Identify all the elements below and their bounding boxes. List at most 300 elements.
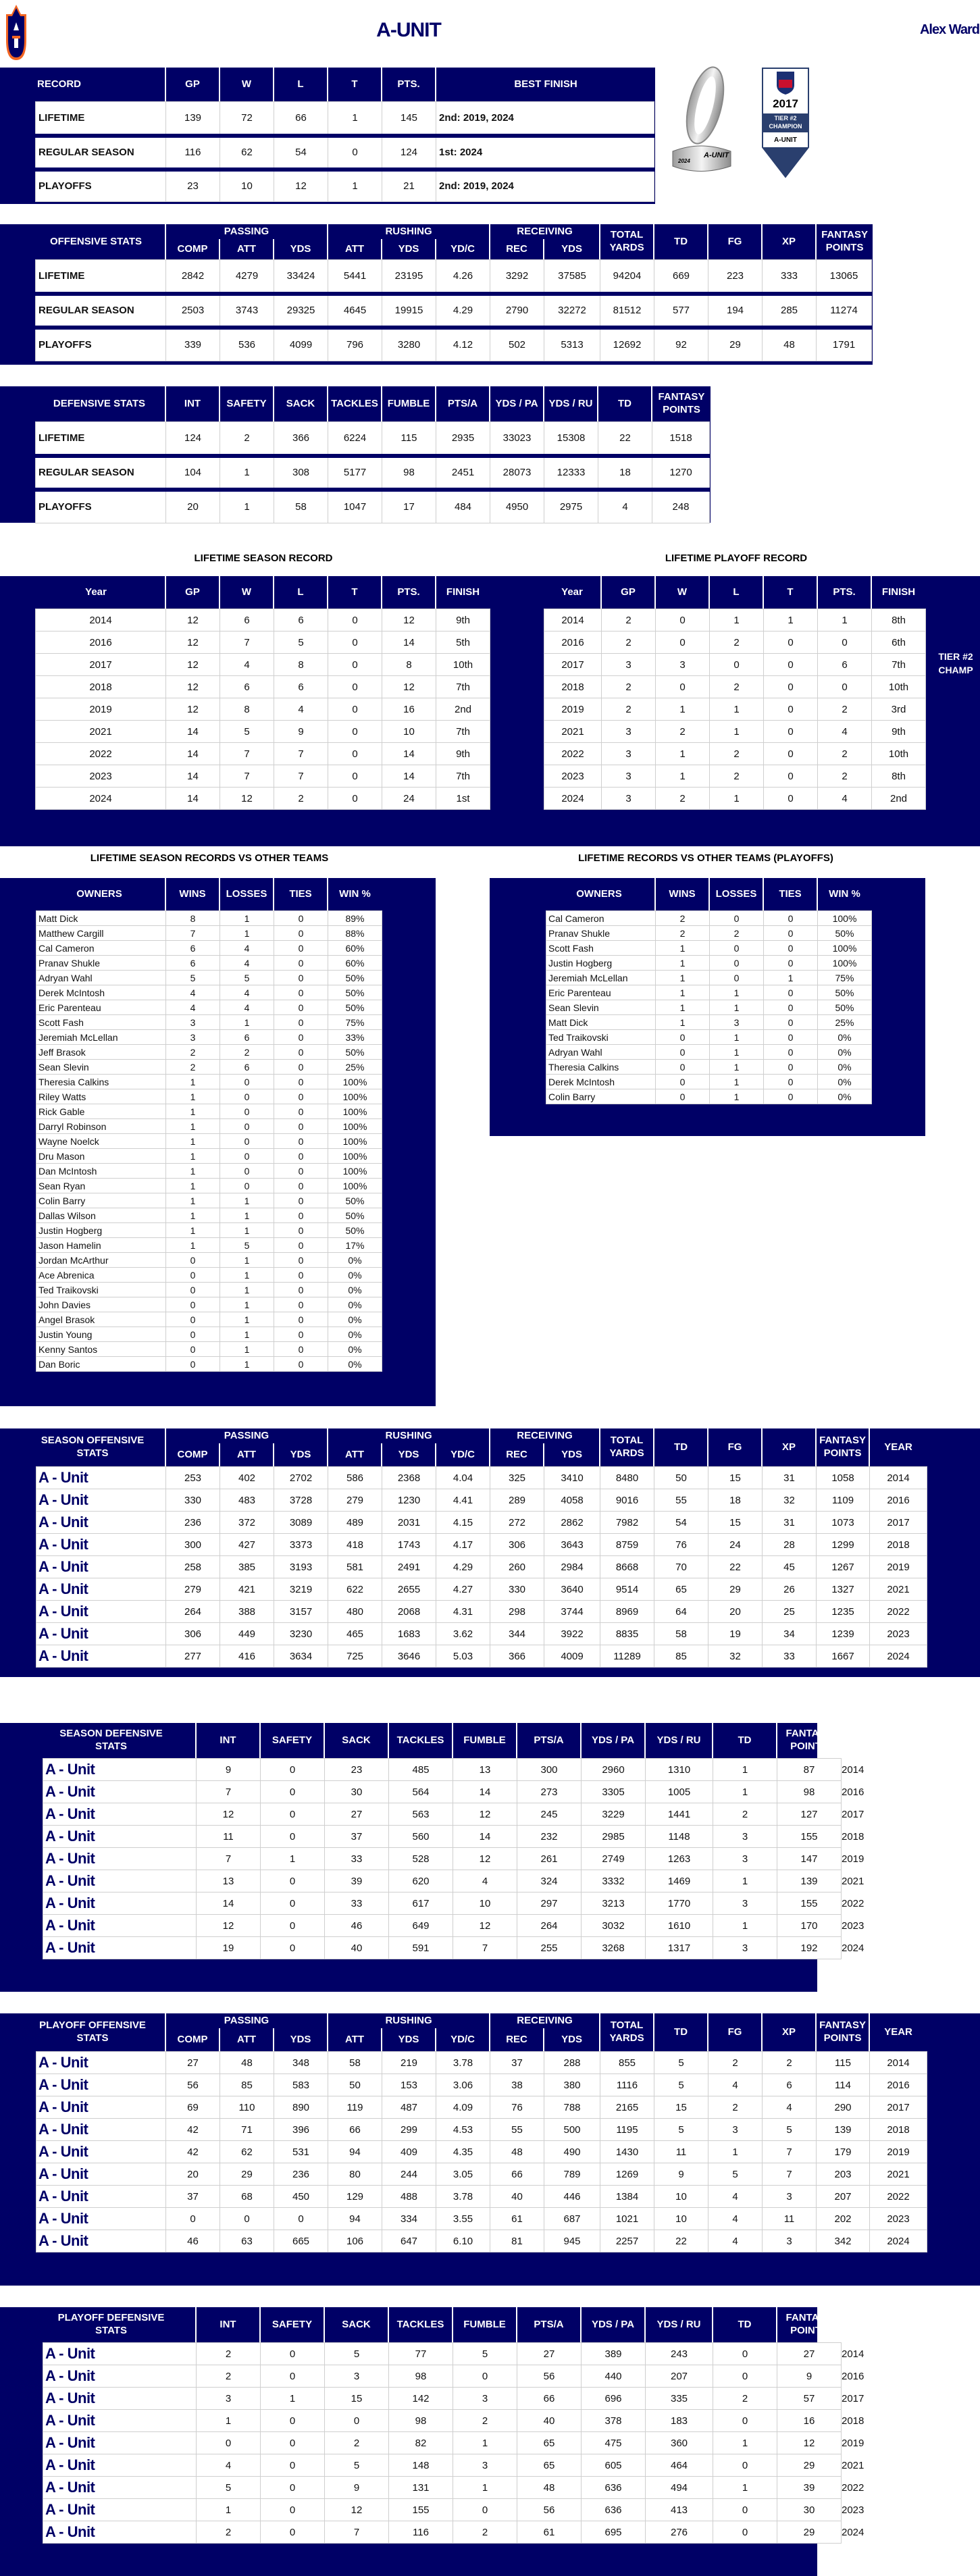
- row-label: A - Unit: [36, 2186, 166, 2208]
- row-label: PLAYOFFS: [36, 170, 166, 202]
- record-row-lifetime: [36, 102, 654, 136]
- stat-value: 0: [656, 1060, 710, 1075]
- stat-value: 2: [274, 788, 328, 810]
- column-header: W: [220, 576, 274, 609]
- stat-value: 2165: [600, 2096, 654, 2119]
- row-label: A - Unit: [36, 1534, 166, 1556]
- header-td: TD: [598, 386, 652, 421]
- stat-value: 8: [382, 654, 436, 676]
- stat-value: 0: [274, 971, 328, 985]
- defensive-stats-body: [35, 421, 710, 523]
- row-label: Scott Fash: [546, 941, 656, 956]
- stat-value: 4.41: [436, 1489, 490, 1512]
- record-header-t: T: [328, 68, 382, 101]
- stat-value: 3: [197, 2388, 261, 2410]
- stat-value: 2: [197, 2521, 261, 2544]
- header-fantasy-points: FANTASY POINTS: [777, 2307, 841, 2342]
- header-pass-yds: YDS: [274, 2028, 328, 2051]
- stat-value: 4: [818, 788, 872, 810]
- stat-value: 48: [220, 2052, 274, 2074]
- stat-value: 10th: [872, 676, 926, 698]
- tier-champ-line2: CHAMP: [938, 664, 973, 675]
- stat-value: 0: [764, 911, 818, 926]
- row-label: Rick Gable: [36, 1104, 166, 1119]
- stat-value: 2: [710, 765, 764, 788]
- stat-value: 890: [274, 2096, 328, 2119]
- row-label: A - Unit: [36, 2119, 166, 2141]
- stat-value: 300: [517, 1759, 582, 1781]
- stat-value: 9th: [436, 743, 490, 765]
- stat-value: 1047: [328, 490, 382, 523]
- table-row: [36, 1297, 382, 1312]
- stat-value: 696: [582, 2388, 646, 2410]
- stat-value: 2: [818, 743, 872, 765]
- table-row: [36, 1045, 382, 1060]
- stat-value: 1: [453, 2432, 517, 2454]
- stat-value: 1683: [382, 1623, 436, 1645]
- header-pass-yds: YDS: [274, 1443, 328, 1466]
- stat-value: 12: [166, 676, 220, 698]
- stat-value: 5: [166, 971, 220, 985]
- stat-value: 0: [710, 971, 764, 985]
- w-value: 72: [220, 102, 274, 136]
- table-row: [36, 1283, 382, 1297]
- table-row: [36, 1238, 382, 1253]
- stat-value: 1: [656, 971, 710, 985]
- stat-value: 5: [453, 2343, 517, 2365]
- stat-value: 7: [274, 743, 328, 765]
- stat-value: 2: [818, 765, 872, 788]
- stat-value: 335: [646, 2388, 713, 2410]
- vs-teams-playoffs-header: [490, 878, 871, 910]
- stat-value: 1021: [600, 2208, 654, 2230]
- stat-value: 14: [166, 788, 220, 810]
- stat-value: 7: [274, 765, 328, 788]
- stat-value: 0: [166, 1312, 220, 1327]
- stat-value: 0: [220, 1119, 274, 1134]
- table-row: [36, 654, 490, 676]
- stat-value: 3373: [274, 1534, 328, 1556]
- table-row: [546, 1000, 872, 1015]
- stat-value: 0: [274, 1104, 328, 1119]
- playoff-offensive-panel: [0, 2013, 980, 2286]
- stat-value: 0: [764, 1015, 818, 1030]
- stat-value: 324: [517, 1870, 582, 1892]
- row-label: Matthew Cargill: [36, 926, 166, 941]
- stat-value: 5: [220, 1238, 274, 1253]
- stat-value: 26: [763, 1578, 817, 1601]
- stat-value: 1: [708, 2141, 763, 2163]
- stat-value: 0: [764, 956, 818, 971]
- stat-value: 7: [763, 2141, 817, 2163]
- lifetime-records-panel: [0, 576, 980, 846]
- stat-value: 3292: [490, 260, 544, 294]
- stat-value: 65: [517, 2454, 582, 2477]
- stat-value: 12: [453, 1803, 517, 1826]
- stat-value: 1: [710, 1089, 764, 1104]
- row-label: A - Unit: [43, 2454, 197, 2477]
- record-row-playoffs: [36, 170, 654, 202]
- row-label: Cal Cameron: [36, 941, 166, 956]
- stat-value: 1: [710, 609, 764, 632]
- stat-value: 50%: [818, 1000, 872, 1015]
- stat-value: 480: [328, 1601, 382, 1623]
- stat-value: 61: [517, 2521, 582, 2544]
- stat-value: 2: [166, 1060, 220, 1075]
- table-row: [36, 1104, 382, 1119]
- stat-value: 494: [646, 2477, 713, 2499]
- stat-value: 12: [382, 609, 436, 632]
- stat-value: 1: [713, 1759, 777, 1781]
- stat-value: 58: [654, 1623, 708, 1645]
- stat-value: 378: [582, 2410, 646, 2432]
- stat-value: 1: [220, 1342, 274, 1357]
- record-table-body: [35, 101, 654, 202]
- table-row: [36, 1134, 382, 1149]
- stat-value: 1: [764, 971, 818, 985]
- stat-value: 0: [220, 1164, 274, 1179]
- stat-value: 5: [220, 971, 274, 985]
- stat-value: 7th: [436, 676, 490, 698]
- stat-value: 183: [646, 2410, 713, 2432]
- stat-value: 2: [453, 2410, 517, 2432]
- stat-value: 1518: [652, 422, 710, 456]
- stat-value: 2790: [490, 294, 544, 328]
- header-rec-yds: YDS: [544, 2028, 600, 2051]
- stat-value: 1: [166, 1089, 220, 1104]
- table-row: [36, 698, 490, 721]
- stat-value: 1: [220, 1208, 274, 1223]
- stat-value: 6: [220, 609, 274, 632]
- stat-value: 1109: [817, 1489, 870, 1512]
- stat-value: 1: [166, 1119, 220, 1134]
- stat-value: 22: [598, 422, 652, 456]
- header-yds-pa: YDS / PA: [581, 1723, 645, 1758]
- stat-value: 4.31: [436, 1601, 490, 1623]
- stat-value: 12: [382, 676, 436, 698]
- stat-value: 531: [274, 2141, 328, 2163]
- stat-value: 11: [763, 2208, 817, 2230]
- stat-value: 0: [710, 956, 764, 971]
- stat-value: 6th: [872, 632, 926, 654]
- stat-value: 1: [656, 956, 710, 971]
- title-line1: PLAYOFF DEFENSIVE: [57, 2312, 165, 2324]
- group-rushing: RUSHING: [328, 1428, 490, 1443]
- stat-value: 1: [220, 1268, 274, 1283]
- table-row: [36, 941, 382, 956]
- row-label: A - Unit: [36, 2208, 166, 2230]
- stat-value: 3410: [544, 1467, 600, 1489]
- table-row: [36, 422, 710, 456]
- stat-value: 50: [654, 1467, 708, 1489]
- stat-value: 1: [713, 1915, 777, 1937]
- stat-value: 29: [708, 1578, 763, 1601]
- table-row: [36, 2163, 927, 2186]
- stat-value: 0%: [328, 1283, 382, 1297]
- title-line2: STATS: [95, 1741, 127, 1752]
- stat-value: 3: [325, 2365, 389, 2388]
- table-row: [36, 328, 872, 361]
- header-comp: COMP: [165, 1443, 220, 1466]
- table-row: [36, 1193, 382, 1208]
- stat-value: 1: [453, 2477, 517, 2499]
- stat-value: 0: [764, 1089, 818, 1104]
- stat-value: 60%: [328, 956, 382, 971]
- stat-value: 1: [166, 1223, 220, 1238]
- header-td: TD: [654, 224, 708, 259]
- page-title: A-UNIT: [376, 19, 441, 41]
- stat-value: 3744: [544, 1601, 600, 1623]
- header-rush-att: ATT: [328, 1443, 382, 1466]
- stat-value: 18: [598, 456, 652, 490]
- stat-value: 0: [166, 2208, 220, 2230]
- stat-value: 139: [777, 1870, 842, 1892]
- row-label: 2017: [36, 654, 166, 676]
- stat-value: 4.09: [436, 2096, 490, 2119]
- row-label: A - Unit: [36, 1512, 166, 1534]
- stat-value: 14: [382, 743, 436, 765]
- stat-value: 33: [763, 1645, 817, 1668]
- stat-value: 27: [166, 2052, 220, 2074]
- stat-value: 9th: [436, 609, 490, 632]
- stat-value: 1469: [646, 1870, 713, 1892]
- stat-value: 244: [382, 2163, 436, 2186]
- stat-value: 450: [274, 2186, 328, 2208]
- stat-value: 42: [166, 2141, 220, 2163]
- stat-value: 2018: [870, 2119, 927, 2141]
- stat-value: 25%: [818, 1015, 872, 1030]
- stat-value: 30: [325, 1781, 389, 1803]
- playoff-offensive-title: [0, 2013, 165, 2051]
- stat-value: 0: [328, 721, 382, 743]
- stat-value: 9: [325, 2477, 389, 2499]
- stat-value: 7: [220, 632, 274, 654]
- stat-value: 385: [220, 1556, 274, 1578]
- row-label: Justin Hogberg: [36, 1223, 166, 1238]
- tier-champ-note: [932, 650, 979, 677]
- stat-value: 636: [582, 2477, 646, 2499]
- stat-value: 3.05: [436, 2163, 490, 2186]
- stat-value: 339: [166, 328, 220, 361]
- stat-value: 37: [490, 2052, 544, 2074]
- stat-value: 10: [654, 2186, 708, 2208]
- table-row: [36, 911, 382, 926]
- stat-value: 7: [325, 2521, 389, 2544]
- stat-value: 42: [166, 2119, 220, 2141]
- row-label: Kenny Santos: [36, 1342, 166, 1357]
- group-passing: PASSING: [165, 224, 328, 239]
- trophy-team-label: A-UNIT: [704, 151, 729, 159]
- stat-value: 223: [708, 260, 763, 294]
- stat-value: 0: [274, 985, 328, 1000]
- stat-value: 114: [817, 2074, 870, 2096]
- vs-teams-playoffs-panel: [490, 878, 925, 1136]
- header-pass-yds: YDS: [274, 239, 328, 259]
- stat-value: 207: [646, 2365, 713, 2388]
- stat-value: 115: [382, 422, 436, 456]
- best-finish-value: 1st: 2024: [436, 136, 654, 170]
- stat-value: 333: [763, 260, 817, 294]
- table-row: [546, 956, 872, 971]
- stat-value: 0: [328, 654, 382, 676]
- stat-value: 100%: [328, 1179, 382, 1193]
- stat-value: 0: [656, 1045, 710, 1060]
- stat-value: 170: [777, 1915, 842, 1937]
- stat-value: 2022: [870, 1601, 927, 1623]
- stat-value: 6: [763, 2074, 817, 2096]
- row-label: Dan Boric: [36, 1357, 166, 1372]
- stat-value: 583: [274, 2074, 328, 2096]
- stat-value: 528: [389, 1848, 453, 1870]
- stat-value: 0%: [818, 1089, 872, 1104]
- stat-value: 3.55: [436, 2208, 490, 2230]
- row-label: 2024: [36, 788, 166, 810]
- stat-value: 255: [517, 1937, 582, 1959]
- stat-value: 649: [389, 1915, 453, 1937]
- table-row: A - Unit 14 0 33 617 10 297 3213 1770 3 155 2022: [43, 1892, 842, 1915]
- stat-value: 94204: [600, 260, 654, 294]
- row-label: Dru Mason: [36, 1149, 166, 1164]
- stat-value: 22: [654, 2230, 708, 2252]
- row-label: Sean Ryan: [36, 1179, 166, 1193]
- stat-value: 0: [220, 1179, 274, 1193]
- stat-value: 0%: [818, 1030, 872, 1045]
- header-safety: SAFETY: [260, 2307, 324, 2342]
- stat-value: 2749: [582, 1848, 646, 1870]
- stat-value: 253: [166, 1467, 220, 1489]
- stat-value: 1: [713, 1870, 777, 1892]
- stat-value: 12: [453, 1915, 517, 1937]
- stat-value: 5: [197, 2477, 261, 2499]
- row-label: Colin Barry: [546, 1089, 656, 1104]
- stat-value: 6.10: [436, 2230, 490, 2252]
- row-label: Adryan Wahl: [546, 1045, 656, 1060]
- column-header: LOSSES: [709, 878, 763, 910]
- stat-value: 236: [166, 1512, 220, 1534]
- stat-value: 2: [166, 1045, 220, 1060]
- stat-value: 2014: [870, 1467, 927, 1489]
- stat-value: 28: [763, 1534, 817, 1556]
- playoff-defensive-title: [0, 2307, 196, 2342]
- stat-value: 82: [389, 2432, 453, 2454]
- row-label: A - Unit: [43, 1759, 197, 1781]
- stat-value: 1: [220, 490, 274, 523]
- row-label: 2018: [544, 676, 602, 698]
- champion-banner: [762, 68, 809, 179]
- stat-value: 61: [490, 2208, 544, 2230]
- header-td: TD: [654, 2013, 708, 2051]
- stat-value: 81: [490, 2230, 544, 2252]
- stat-value: 0: [274, 1312, 328, 1327]
- table-row: [36, 2096, 927, 2119]
- season-offensive-table: [36, 1466, 927, 1668]
- stat-value: 2: [710, 743, 764, 765]
- tier-champ-line1: TIER #2: [938, 651, 973, 662]
- stat-value: 3728: [274, 1489, 328, 1512]
- stat-value: 2: [710, 632, 764, 654]
- stat-value: 55: [654, 1489, 708, 1512]
- row-label: A - Unit: [43, 1803, 197, 1826]
- stat-value: 100%: [818, 941, 872, 956]
- stat-value: 1310: [646, 1759, 713, 1781]
- column-header: WINS: [165, 878, 220, 910]
- stat-value: 50: [328, 2074, 382, 2096]
- stat-value: 2019: [870, 1556, 927, 1578]
- table-row: [36, 1149, 382, 1164]
- best-finish-value: 2nd: 2019, 2024: [436, 170, 654, 202]
- table-row: [36, 1119, 382, 1134]
- table-row: [36, 1208, 382, 1223]
- stat-value: 0: [274, 941, 328, 956]
- stat-value: 487: [382, 2096, 436, 2119]
- stat-value: 2019: [870, 2141, 927, 2163]
- banner-team: A-UNIT: [774, 136, 797, 144]
- stat-value: 0: [274, 1134, 328, 1149]
- stat-value: 48: [490, 2141, 544, 2163]
- stat-value: 3: [713, 1826, 777, 1848]
- stat-value: 788: [544, 2096, 600, 2119]
- row-label: Jeremiah McLellan: [36, 1030, 166, 1045]
- stat-value: 0: [274, 1089, 328, 1104]
- stat-value: 2: [197, 2365, 261, 2388]
- table-row: [36, 1075, 382, 1089]
- header-tackles: TACKLES: [388, 1723, 453, 1758]
- stat-value: 536: [220, 328, 274, 361]
- stat-value: 14: [166, 721, 220, 743]
- stat-value: 1: [656, 698, 710, 721]
- header-td: TD: [713, 2307, 777, 2342]
- stat-value: 1073: [817, 1512, 870, 1534]
- stat-value: 334: [382, 2208, 436, 2230]
- stat-value: 3634: [274, 1645, 328, 1668]
- row-label: Ace Abrenica: [36, 1268, 166, 1283]
- stat-value: 5313: [544, 328, 600, 361]
- stat-value: 116: [389, 2521, 453, 2544]
- stat-value: 0: [328, 676, 382, 698]
- header-rush-yds: YDS: [382, 2028, 436, 2051]
- row-label: REGULAR SEASON: [36, 456, 166, 490]
- stat-value: 38: [490, 2074, 544, 2096]
- stat-value: 16: [777, 2410, 842, 2432]
- stat-value: 1: [166, 1104, 220, 1119]
- stat-value: 0: [713, 2454, 777, 2477]
- record-table-panel: [0, 68, 655, 204]
- stat-value: 23195: [382, 260, 436, 294]
- stat-value: 19: [708, 1623, 763, 1645]
- stat-value: 7th: [436, 765, 490, 788]
- stat-value: 0: [710, 911, 764, 926]
- row-label: Justin Young: [36, 1327, 166, 1342]
- stat-value: 0: [274, 2208, 328, 2230]
- stat-value: 7: [763, 2163, 817, 2186]
- pts-value: 145: [382, 102, 436, 136]
- table-row: [36, 1179, 382, 1193]
- table-row: [36, 294, 872, 328]
- stat-value: 6: [220, 676, 274, 698]
- row-label: A - Unit: [36, 1645, 166, 1668]
- stat-value: 24: [382, 788, 436, 810]
- table-row: A - Unit 7 0 30 564 14 273 3305 1005 1 98 2016: [43, 1781, 842, 1803]
- column-header: W: [655, 576, 709, 609]
- banner-tier: TIER #2: [774, 115, 797, 122]
- stat-value: 8835: [600, 1623, 654, 1645]
- stat-value: 13065: [817, 260, 872, 294]
- table-row: [546, 1030, 872, 1045]
- stat-value: 50%: [328, 1193, 382, 1208]
- header-fg: FG: [708, 1428, 762, 1466]
- stat-value: 46: [166, 2230, 220, 2252]
- stat-value: 98: [382, 456, 436, 490]
